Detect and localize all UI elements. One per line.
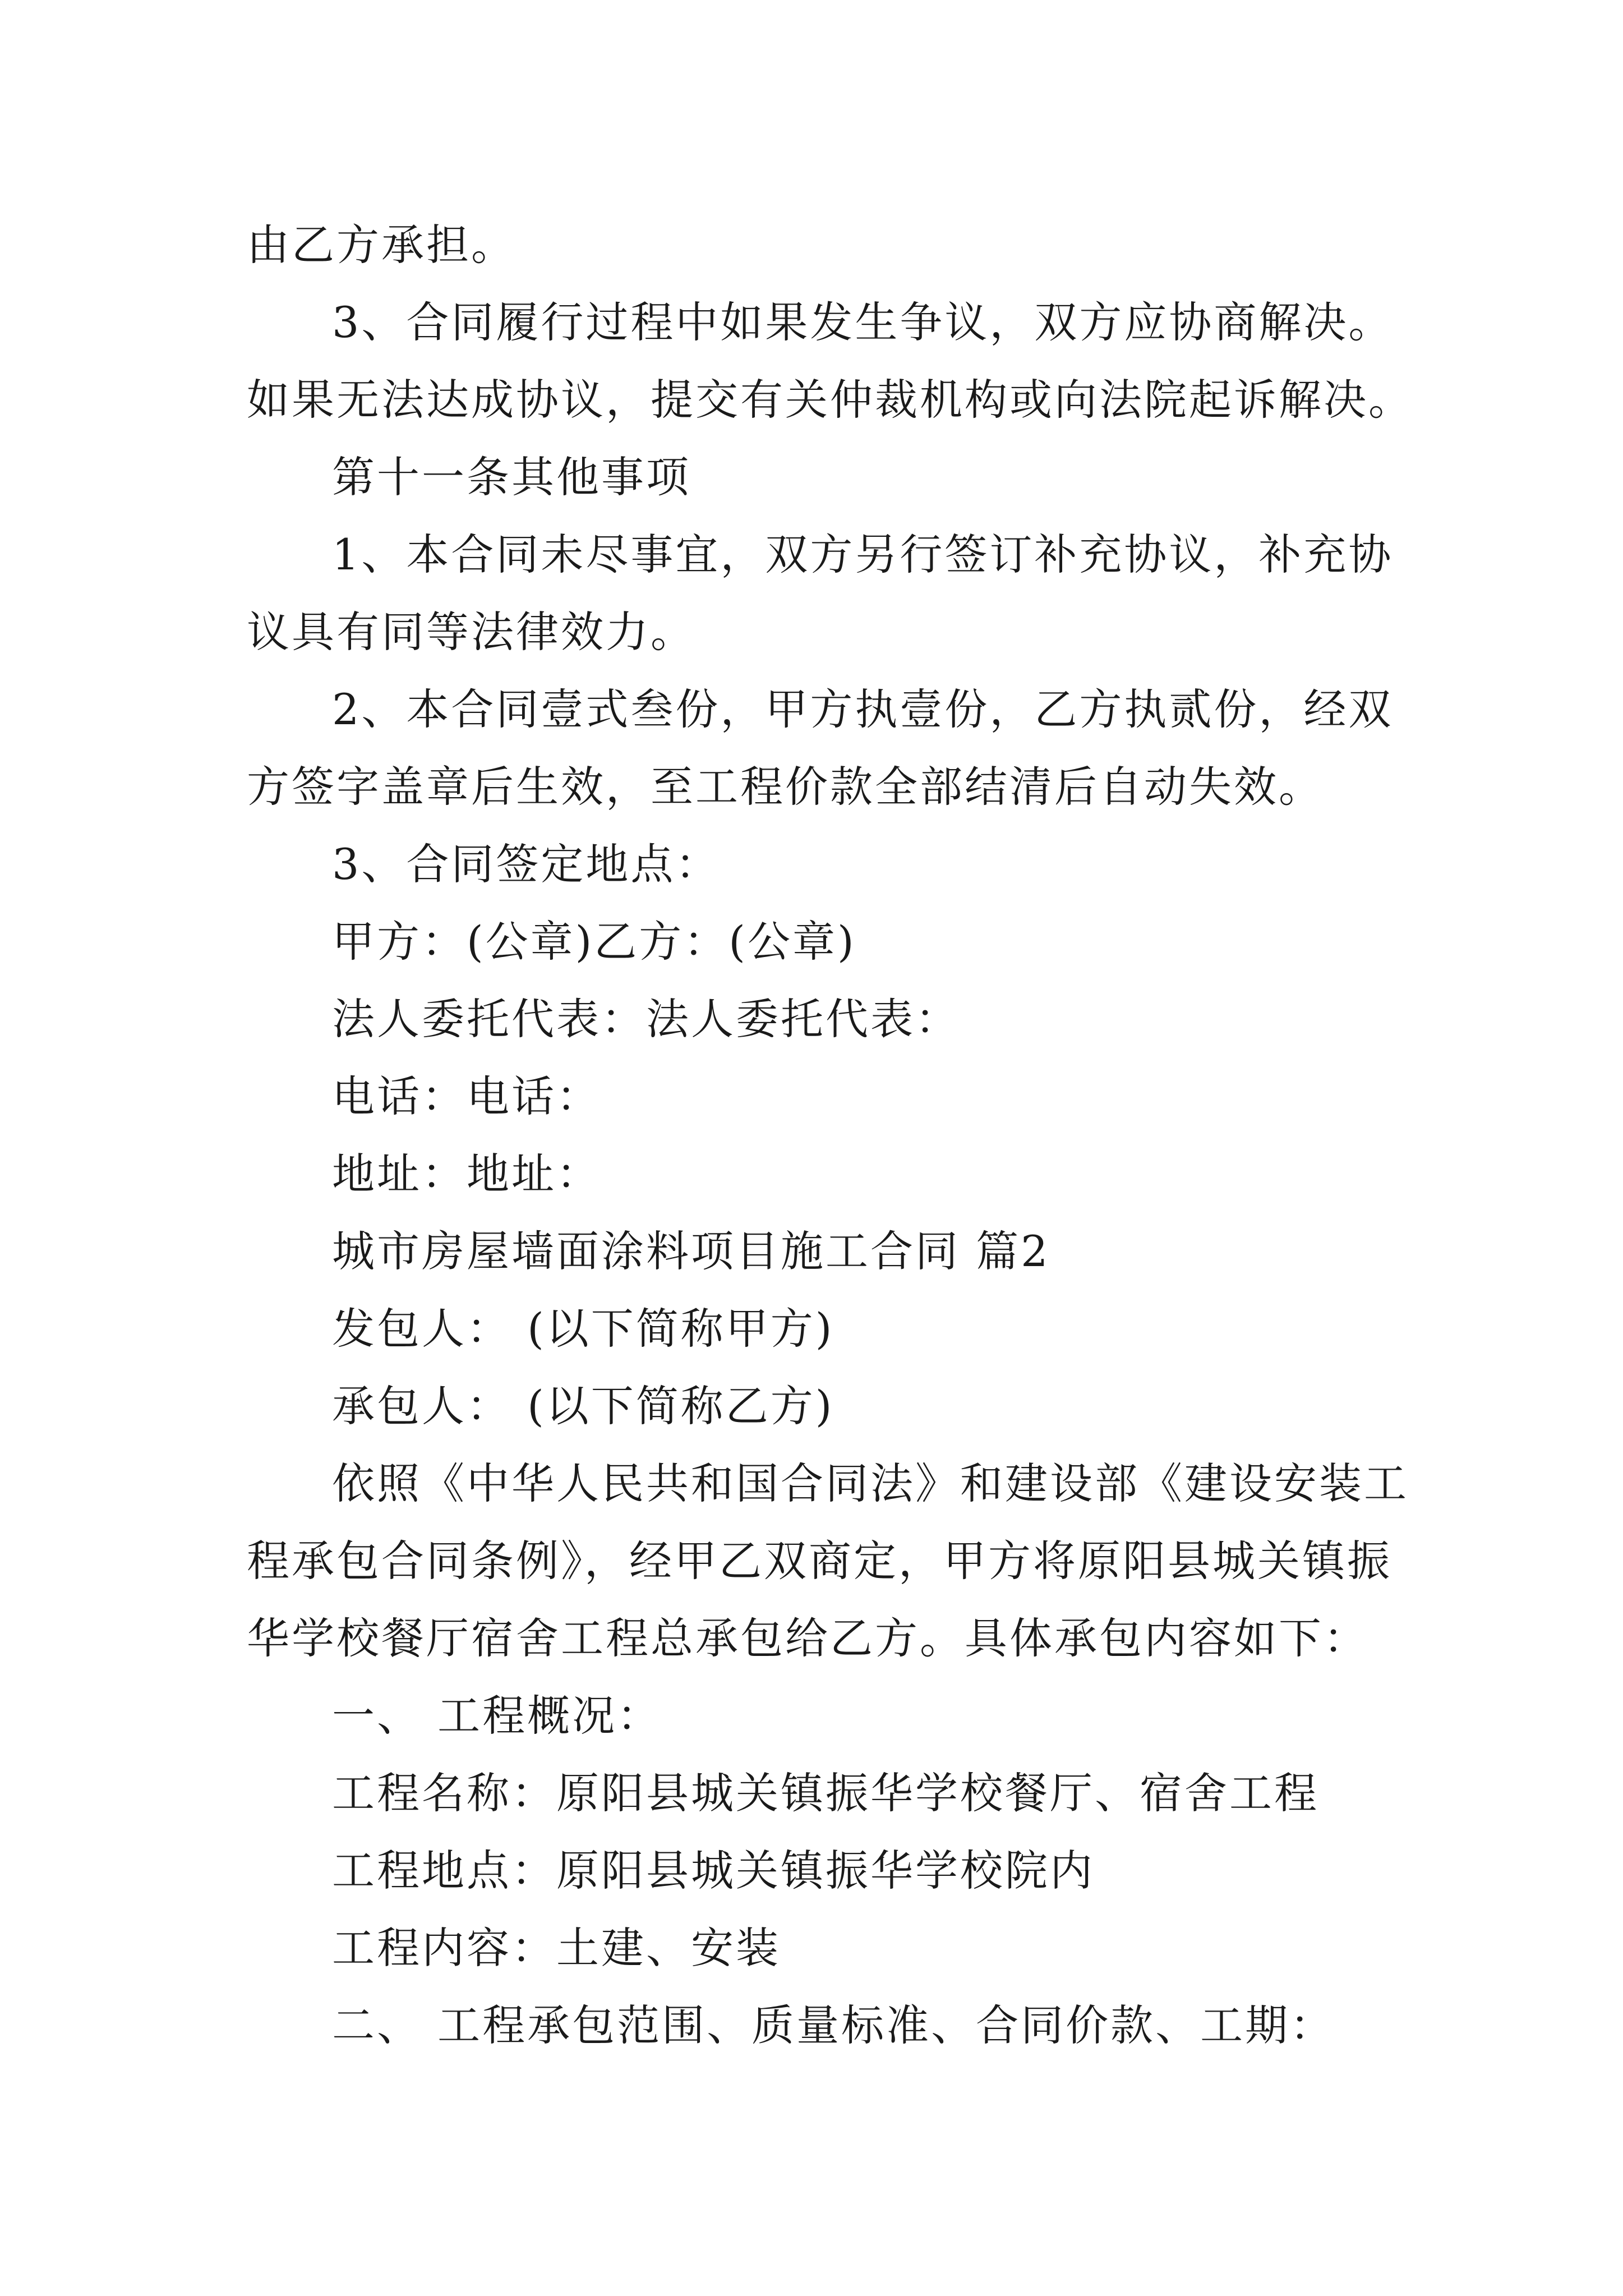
text-line: 议具有同等法律效力。 bbox=[247, 607, 695, 657]
text-line: 由乙方承担。 bbox=[247, 220, 516, 270]
text-line: 3、合同签定地点： bbox=[332, 839, 721, 889]
section-heading: 一、 工程概况： bbox=[332, 1691, 662, 1741]
signature-line: 甲方：(公章)乙方：(公章) bbox=[332, 917, 856, 967]
text-line: 3、合同履行过程中如果发生争议，双方应协商解决。 bbox=[332, 297, 1394, 347]
text-line: 方签字盖章后生效，至工程价款全部结清后自动失效。 bbox=[247, 762, 1324, 812]
document-title: 城市房屋墙面涂料项目施工合同 篇2 bbox=[332, 1226, 1050, 1276]
party-line: 发包人： (以下简称甲方) bbox=[332, 1304, 834, 1354]
text-line: 如果无法达成协议，提交有关仲裁机构或向法院起诉解决。 bbox=[247, 375, 1413, 425]
text-line: 工程内容：土建、安装 bbox=[332, 1923, 781, 1973]
signature-line: 法人委托代表：法人委托代表： bbox=[332, 994, 960, 1044]
signature-line: 地址：地址： bbox=[332, 1149, 601, 1199]
text-line: 依照《中华人民共和国合同法》和建设部《建设安装工 bbox=[332, 1458, 1409, 1508]
section-heading: 第十一条其他事项 bbox=[332, 452, 691, 502]
text-line: 工程名称：原阳县城关镇振华学校餐厅、宿舍工程 bbox=[332, 1768, 1319, 1818]
document-body bbox=[247, 206, 1413, 2064]
text-line: 程承包合同条例》，经甲乙双商定，甲方将原阳县城关镇振 bbox=[247, 1536, 1392, 1586]
section-heading: 二、 工程承包范围、质量标准、合同价款、工期： bbox=[332, 2000, 1335, 2050]
signature-line: 电话：电话： bbox=[332, 1071, 601, 1121]
text-line: 1、本合同未尽事宜，双方另行签订补充协议，补充协 bbox=[332, 530, 1394, 579]
text-line: 工程地点：原阳县城关镇振华学校院内 bbox=[332, 1846, 1095, 1895]
text-line: 2、本合同壹式叁份，甲方执壹份，乙方执贰份，经双 bbox=[332, 684, 1394, 734]
text-line: 华学校餐厅宿舍工程总承包给乙方。具体承包内容如下： bbox=[247, 1613, 1368, 1663]
party-line: 承包人： (以下简称乙方) bbox=[332, 1381, 834, 1431]
